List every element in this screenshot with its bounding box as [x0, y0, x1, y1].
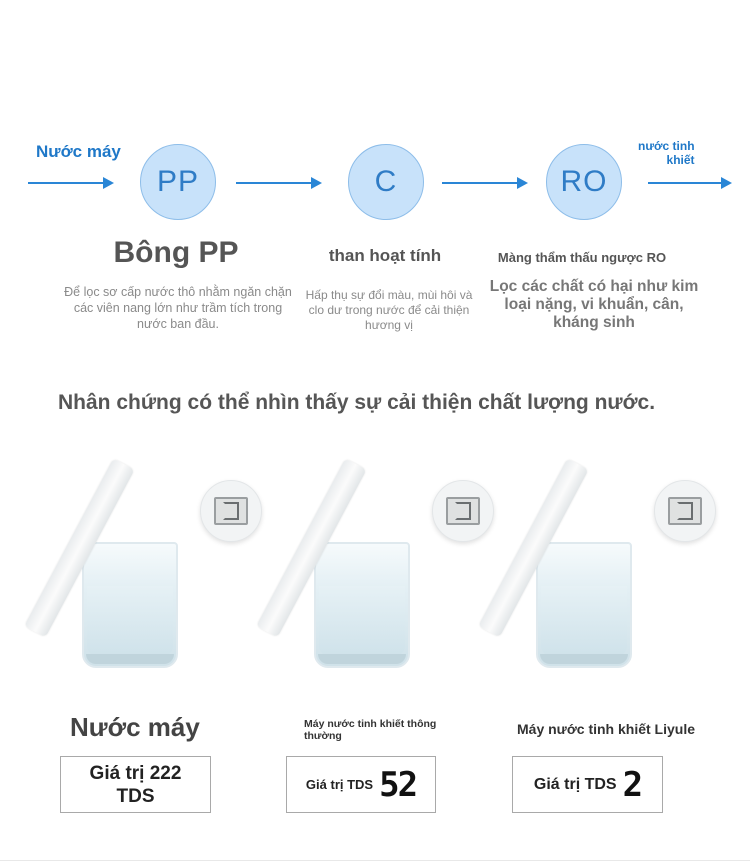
tap-water-label: Nước máy	[36, 142, 121, 161]
tds-label-liyule: Giá trị TDS	[533, 775, 617, 793]
water-glass	[82, 542, 178, 668]
stage-c-description: Hấp thụ sự đổi màu, mùi hôi và clo dư trong nước để cải thiện hương vị	[305, 288, 473, 332]
flow-arrow-4	[648, 182, 730, 184]
comparison-headline: Nhân chứng có thể nhìn thấy sự cải thiện chất lượng nước.	[58, 391, 656, 414]
flow-arrow-3	[442, 182, 526, 184]
water-glass	[314, 542, 410, 668]
tds-box-tap	[60, 756, 211, 813]
glass-tap-water	[72, 450, 272, 690]
stage-ro-description: Lọc các chất có hại như kim loại nặng, vi khuẩn, cân, kháng sinh	[489, 278, 699, 331]
stage-c-title: than hoạt tính	[328, 246, 442, 265]
comparison-name-liyule: Máy nước tinh khiết Liyule	[517, 721, 696, 737]
tds-label-standard: Giá trị TDS	[305, 777, 374, 792]
tds-label-tap: Giá trị 222 TDS	[89, 762, 182, 807]
stage-ro-circle: RO	[546, 144, 622, 220]
comparison-name-standard: Máy nước tinh khiết thông thường	[304, 718, 437, 742]
tds-box-liyule	[512, 756, 663, 813]
water-glass	[536, 542, 632, 668]
tds-value-liyule: 2	[622, 764, 642, 805]
pure-water-label: nước tinh khiết	[638, 139, 695, 167]
stage-pp-circle: PP	[140, 144, 216, 220]
flow-arrow-2	[236, 182, 320, 184]
flow-arrow-1	[28, 182, 112, 184]
comparison-name-tap: Nước máy	[70, 712, 200, 742]
glass-liyule-purifier	[526, 450, 726, 690]
tds-display-magnifier	[654, 480, 716, 542]
tds-value-standard: 52	[379, 764, 417, 805]
stage-pp-title: Bông PP	[113, 236, 239, 269]
stage-c-circle: C	[348, 144, 424, 220]
stage-ro-title: Màng thẩm thấu ngược RO	[497, 250, 667, 265]
tds-display-magnifier	[432, 480, 494, 542]
tds-box-standard	[286, 756, 436, 813]
glass-standard-purifier	[304, 450, 504, 690]
stage-pp-description: Để lọc sơ cấp nước thô nhằm ngăn chặn các viên nang lớn như trầm tích trong nước ban đầu.	[64, 285, 292, 331]
tds-display-magnifier	[200, 480, 262, 542]
bottom-divider	[0, 860, 750, 861]
